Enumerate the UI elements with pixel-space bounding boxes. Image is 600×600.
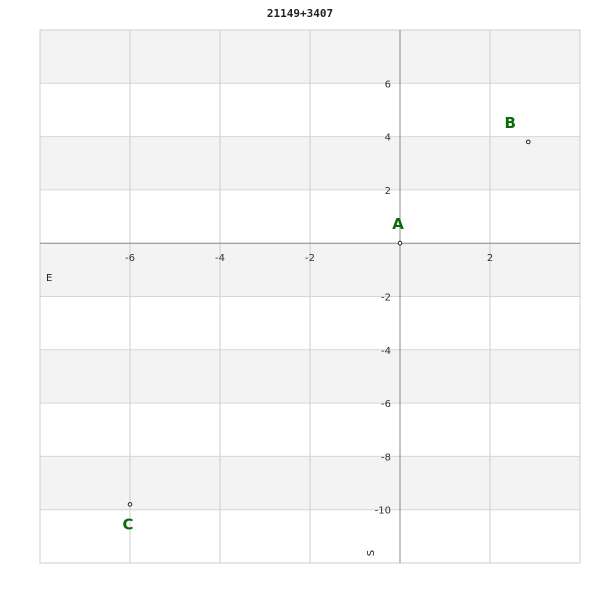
point-b-label: B xyxy=(504,113,516,132)
x-tick-label: -6 xyxy=(125,253,135,265)
x-tick-label: -2 xyxy=(305,253,315,265)
y-tick-label: -10 xyxy=(374,505,391,517)
point-c-marker xyxy=(128,503,132,507)
point-c-label: C xyxy=(122,515,134,534)
y-axis-label: S xyxy=(366,549,377,557)
chart-title: 21149+3407 xyxy=(266,7,334,20)
y-tick-label: -2 xyxy=(381,292,391,304)
y-tick-label: -8 xyxy=(381,452,391,464)
y-tick-label: 2 xyxy=(384,185,391,197)
y-tick-label: 4 xyxy=(384,132,391,144)
x-tick-label: -4 xyxy=(215,253,225,265)
point-a-marker xyxy=(398,241,402,245)
x-axis-label: E xyxy=(46,273,53,285)
x-tick-label: 2 xyxy=(486,253,494,265)
y-tick-label: 6 xyxy=(384,79,391,91)
point-a-label: A xyxy=(392,215,404,234)
y-tick-label: -6 xyxy=(381,399,391,411)
y-tick-label: -4 xyxy=(381,345,391,357)
point-b-marker xyxy=(526,140,530,144)
